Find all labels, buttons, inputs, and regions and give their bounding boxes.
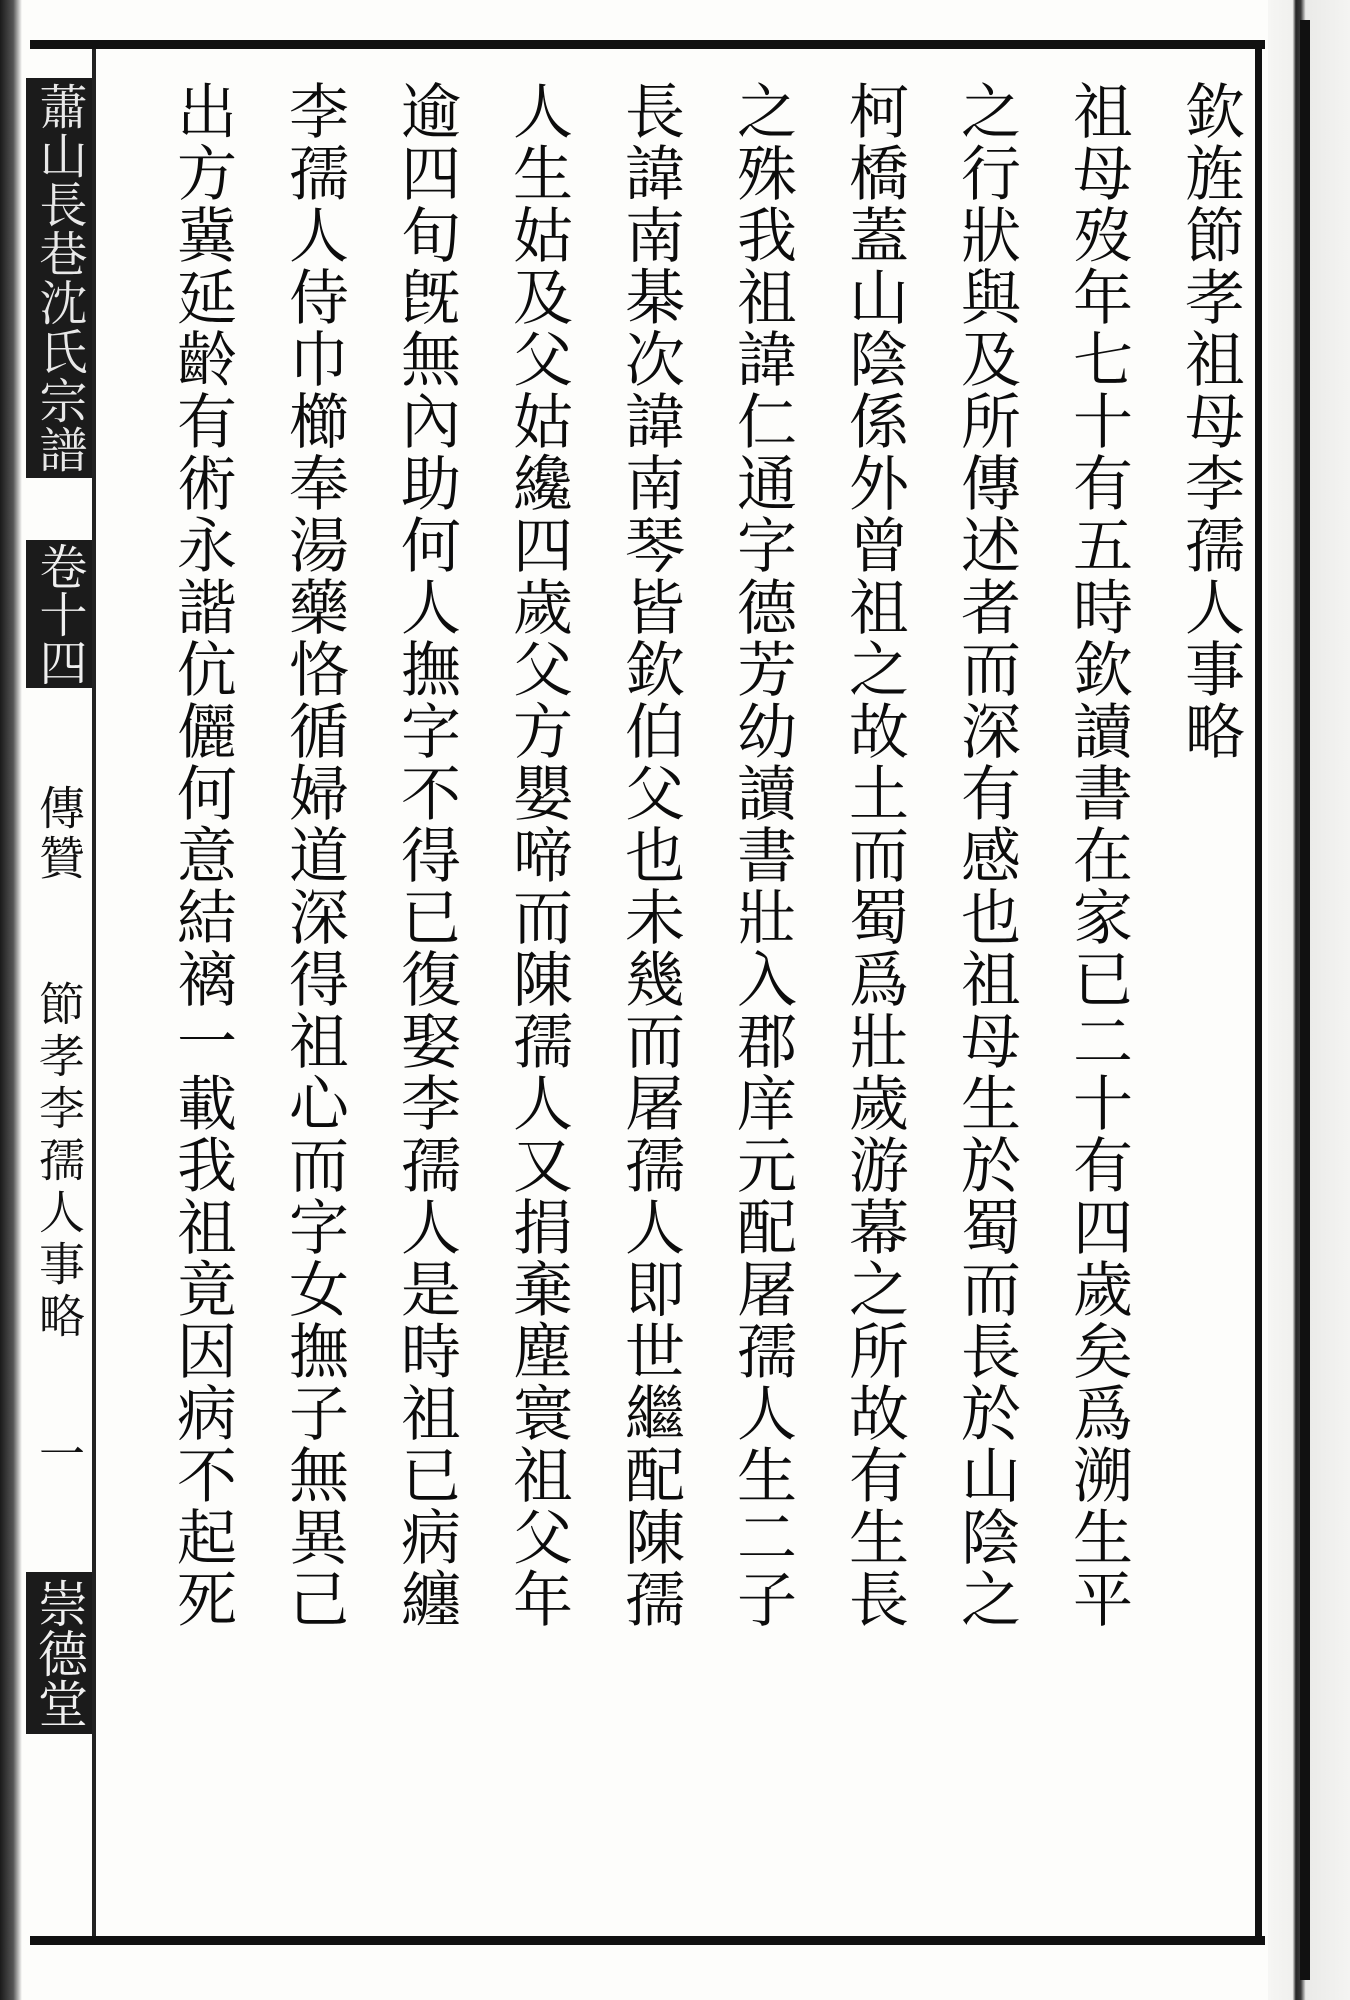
text-column-6: 長諱南棊次諱南琴皆欽伯父也未幾而屠孺人即世繼配陳孺 <box>615 80 685 1630</box>
text-column-4: 柯橋蓋山陰係外曾祖之故土而蜀爲壯歲游幕之所故有生長 <box>839 80 909 1630</box>
margin-section: 傳贊 <box>32 784 86 884</box>
frame-bottom-border <box>30 1936 1265 1945</box>
text-column-5: 之殊我祖諱仁通字德芳幼讀書壯入郡庠元配屠孺人生二子 <box>727 80 797 1630</box>
margin-book-title: 蕭山長巷沈氏宗譜 <box>26 78 92 478</box>
text-column-2: 祖母歿年七十有五時欽讀書在家已二十有四歲矣爲溯生平 <box>1063 80 1133 1630</box>
fold-edge-line <box>1300 20 1310 1980</box>
margin-page-number: 一 <box>32 1430 86 1476</box>
margin-volume: 卷十四 <box>26 540 92 688</box>
margin-rule <box>92 49 96 1936</box>
margin-column <box>26 78 92 1928</box>
text-column-9: 李孺人侍巾櫛奉湯藥恪循婦道深得祖心而字女撫子無異己 <box>279 80 349 1630</box>
text-column-7: 人生姑及父姑纔四歲父方嬰啼而陳孺人又捐棄塵寰祖父年 <box>503 80 573 1630</box>
frame-top-border <box>30 40 1265 49</box>
frame-right-border <box>1255 40 1262 1945</box>
text-column-8: 逾四旬旣無內助何人撫字不得已復娶李孺人是時祖已病纏 <box>391 80 461 1630</box>
text-column-title: 欽旌節孝祖母李孺人事略 <box>1175 80 1245 762</box>
margin-chapter-title: 節孝李孺人事略 <box>32 980 86 1344</box>
text-column-3: 之行狀與及所傳述者而深有感也祖母生於蜀而長於山陰之 <box>951 80 1021 1630</box>
binding-shadow <box>0 0 22 2000</box>
margin-hall-name: 崇德堂 <box>26 1572 92 1734</box>
text-column-10: 出方冀延齡有術永諧伉儷何意結褵一載我祖竟因病不起死 <box>167 80 237 1630</box>
